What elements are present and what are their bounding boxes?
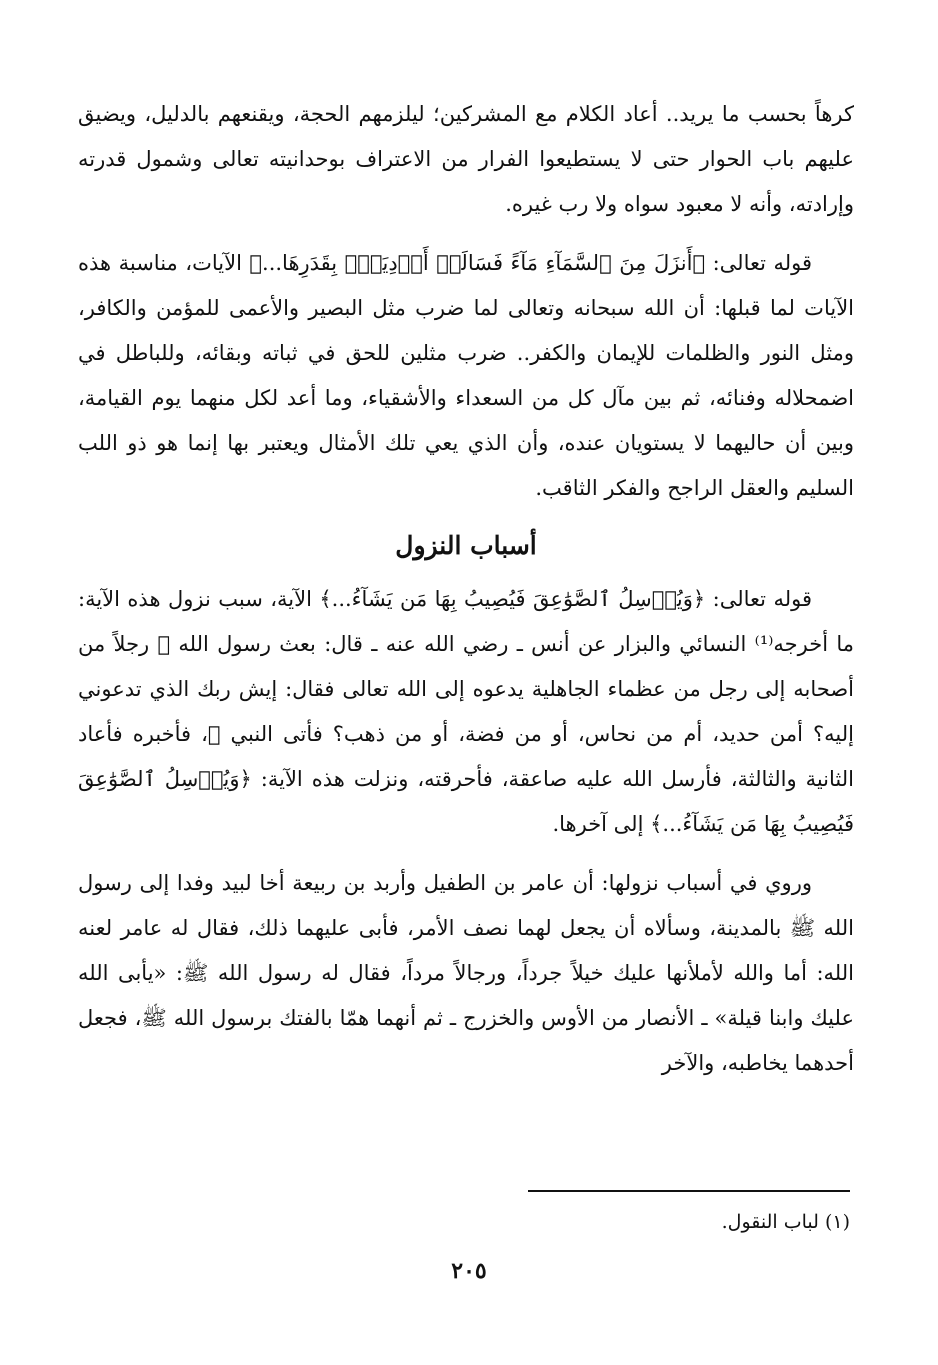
footnote: (١) لباب النقول. [721,1211,850,1233]
paragraph-revelation-cause: قوله تعالى: ﴿وَيُرۡسِلُ ٱلصَّوَٰعِقَ فَيُصِيبُ بِهَا مَن يَشَآءُ...﴾ الآية، سبب نزول هذه الآية: ما أخرجه⁽¹⁾ النسائي والبزار عن أنس ـ رضي الله عنه ـ قال: بعث رسول الله ﷺ رجلاً من أصحابه إلى رجل من عظماء الجاهلية يدعوه إلى الله تعالى فقال: إيش ربك الذي تدعوني إليه؟ أمن حديد، أم من نحاس، أو من فضة، أو من ذهب؟ فأتى النبي ﷺ، فأخبره فأعاد الثانية والثالثة، فأرسل الله عليه صاعقة، فأحرقته، ونزلت هذه الآية: ﴿وَيُرۡسِلُ ٱلصَّوَٰعِقَ فَيُصِيبُ بِهَا مَن يَشَآءُ...﴾ إلى آخرها. [78,587,855,836]
paragraph-verse-context: قوله تعالى: ﴿أَنزَلَ مِنَ ٱلسَّمَآءِ مَآءً فَسَالَتۡ أَوۡدِيَةُۢ بِقَدَرِهَا...﴾ الآيات، مناسبة هذه الآيات لما قبلها: أن الله سبحانه وتعالى لما ضرب مثل البصير والأعمى للمؤمن والكافر، ومثل النور والظلمات للإيمان والكفر.. ضرب مثلين للحق في ثباته وبقائه، وللباطل في اضمحلاله وفنائه، ثم بين مآل كل من السعداء والأشقياء، وما أعد لكل منهما يوم القيامة، وبين أن حاليهما لا يستويان عنده، وأن الذي يعي تلك الأمثال ويعتبر بها إنما هو ذو اللب السليم والعقل الراجح والفكر الثاقب. [78,251,854,500]
page-number: ٢٠٥ [451,1258,487,1284]
section-heading: أسباب النزول [395,531,537,560]
paragraph-narration: وروي في أسباب نزولها: أن عامر بن الطفيل وأربد بن ربيعة أخا لبيد وفدا إلى رسول الله ﷺ بالمدينة، وسألاه أن يجعل لهما نصف الأمر، فأبى عليهما ذلك، فقال له عامر لعنه الله: أما والله لأملأنها عليك خيلاً جرداً، ورجالاً مرداً، فقال له رسول الله ﷺ: «يأبى الله عليك وابنا قيلة» ـ الأنصار من الأوس والخزرج ـ ثم أنهما همّا بالفتك برسول الله ﷺ، فجعل أحدهما يخاطبه، والآخر [78,871,854,1075]
paragraph-continuation: كرهاً بحسب ما يريد.. أعاد الكلام مع المشركين؛ ليلزمهم الحجة، ويقنعهم بالدليل، ويضيق عليهم باب الحوار حتى لا يستطيعوا الفرار من الاعتراف بوحدانيته تعالى وشمول قدرته وإرادته، وأنه لا معبود سواه ولا رب غيره. [78,102,854,216]
page-body [78,92,854,1086]
footnote-divider [528,1190,850,1192]
